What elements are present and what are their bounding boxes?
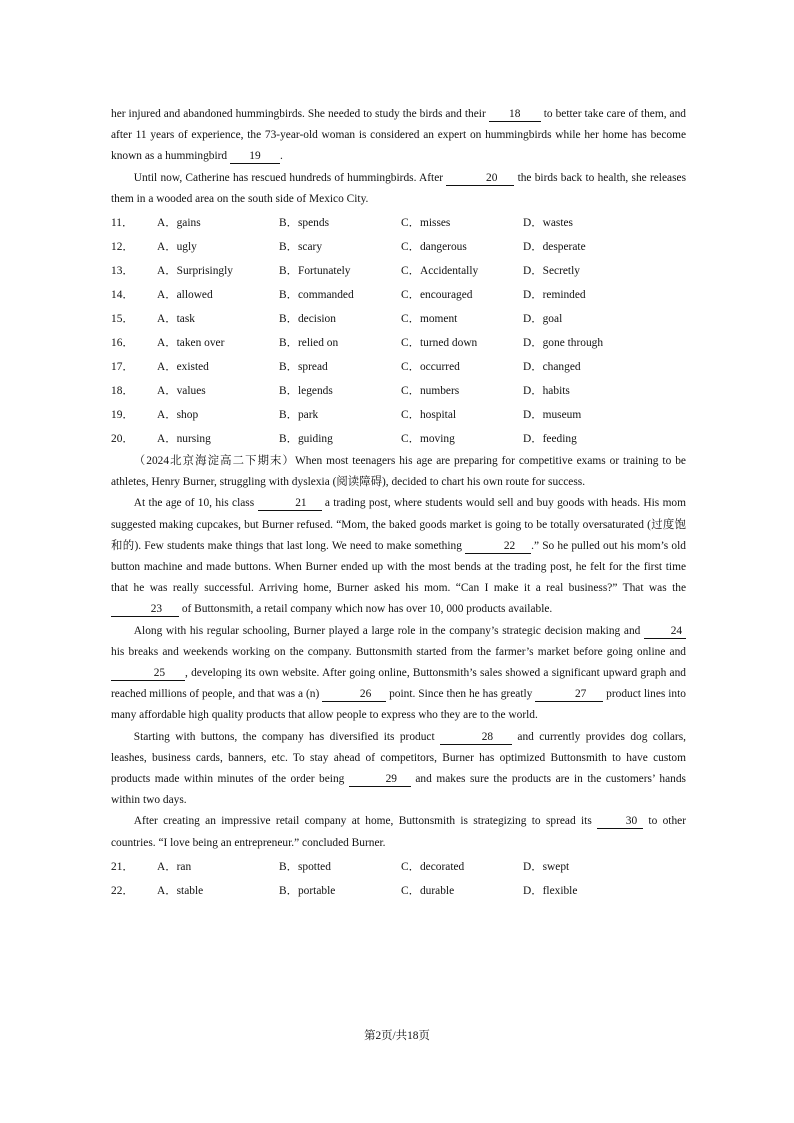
text: Until now, Catherine has rescued hundreds of hummingbirds. After — [133, 171, 447, 184]
option-row-19 — [111, 402, 686, 426]
option-row-12 — [111, 234, 686, 258]
option-a: A．gains — [157, 217, 201, 230]
text: Along with his regular schooling, Burner played a large role in the company’s strategic decision making and — [133, 624, 644, 637]
option-a: A．allowed — [157, 289, 213, 302]
option-c: C．moment — [401, 313, 458, 326]
text: his breaks and weekends working on the company. Buttonsmith started from the farmer’s market before going online and — [111, 645, 686, 658]
text: point. Since then he has greatly — [386, 688, 536, 701]
option-d: D．wastes — [523, 217, 573, 230]
text: of Buttonsmith, a retail company which now has over 10, 000 products available. — [179, 603, 553, 616]
question-number: 22． — [111, 884, 134, 897]
option-row-21 — [111, 854, 686, 878]
passage2-paragraph3 — [111, 727, 686, 812]
option-d: D．gone through — [523, 337, 604, 350]
option-d: D．habits — [523, 385, 570, 398]
option-row-15 — [111, 306, 686, 330]
blank-28: 28 — [440, 730, 512, 745]
text: After creating an impressive retail company at home, Buttonsmith is strategizing to spread its — [133, 815, 598, 828]
question-number: 11． — [111, 217, 134, 230]
option-b: B．scary — [279, 241, 323, 254]
option-d: D．desperate — [523, 241, 586, 254]
text: to other countries. “I love being an entrepreneur.” concluded Burner. — [111, 815, 686, 849]
text: and currently provides dog collars, leashes, business cards, banners, etc. To stay ahead of competitors, Burner has optimized Buttonsmith to have custom products made within minutes of the order being — [111, 730, 686, 786]
text: and makes sure the products are in the customers’ hands within two days. — [111, 773, 686, 807]
option-c: C．turned down — [401, 337, 478, 350]
blank-26: 26 — [322, 687, 386, 702]
option-c: C．encouraged — [401, 289, 473, 302]
option-c: C．moving — [401, 433, 455, 446]
question-number: 14． — [111, 289, 134, 302]
option-d: D．reminded — [523, 289, 586, 302]
blank-25: 25 — [111, 666, 185, 681]
question-number: 13． — [111, 265, 134, 278]
passage2-paragraph4 — [111, 811, 686, 853]
option-c: C．decorated — [401, 860, 465, 873]
text: the birds back to health, she releases them in a wooded area on the south side of Mexico City. — [111, 171, 686, 205]
option-a: A．taken over — [157, 337, 225, 350]
option-d: D．flexible — [523, 884, 578, 897]
option-c: C．Accidentally — [401, 265, 479, 278]
options-list-11-20 — [111, 210, 686, 450]
question-number: 20． — [111, 433, 134, 446]
option-row-13 — [111, 258, 686, 282]
option-b: B．legends — [279, 385, 333, 398]
option-row-18 — [111, 378, 686, 402]
blank-21: 21 — [258, 496, 322, 511]
option-row-14 — [111, 282, 686, 306]
text: .” So he pulled out his mom’s old button machine and made buttons. When Burner ended up with the most bends at the trading post, he felt for the first time that he was really successful. Arriving home, Burner asked his mom. “Can I make it a real business?” That was the — [111, 539, 686, 595]
option-d: D．Secretly — [523, 265, 580, 278]
option-c: C．hospital — [401, 409, 457, 422]
option-c: C．durable — [401, 884, 455, 897]
option-c: C．dangerous — [401, 241, 467, 254]
question-number: 15． — [111, 313, 134, 326]
option-b: B．spotted — [279, 860, 331, 873]
page-content — [111, 104, 686, 902]
text: a trading post, where students would sell and buy goods with heads. His mom suggested making cupcakes, but Burner refused. “Mom, the baked goods market is going to be totally oversaturated (过度饱和的). Few students make things that last long. We need to make something — [111, 497, 686, 552]
blank-22: 22 — [465, 539, 531, 554]
option-a: A．ran — [157, 860, 192, 873]
blank-19: 19 — [230, 149, 280, 164]
blank-30: 30 — [597, 814, 643, 829]
text: At the age of 10, his class — [133, 497, 258, 510]
option-c: C．numbers — [401, 385, 460, 398]
blank-20: 20 — [446, 171, 514, 186]
text: . — [279, 150, 283, 163]
option-row-16 — [111, 330, 686, 354]
question-number: 18． — [111, 385, 134, 398]
blank-23: 23 — [111, 602, 179, 617]
option-row-20 — [111, 426, 686, 450]
option-a: A．stable — [157, 884, 204, 897]
question-number: 16． — [111, 337, 134, 350]
option-d: D．museum — [523, 409, 582, 422]
option-b: B．portable — [279, 884, 336, 897]
question-number: 21． — [111, 860, 134, 873]
option-b: B．decision — [279, 313, 336, 326]
option-a: A．existed — [157, 361, 209, 374]
passage2-intro: （2024北京海淀高二下期末）When most teenagers his age are preparing for competitive exams or training to be athletes, Henry Burner, struggling with dyslexia (阅读障碍), decided to chart his own route for success. — [111, 455, 686, 489]
text: product lines into many affordable high quality products that allow people to express who they are to the world. — [111, 688, 686, 722]
option-a: A．ugly — [157, 241, 197, 254]
text: her injured and abandoned hummingbirds. She needed to study the birds and their — [111, 108, 489, 120]
option-b: B．spends — [279, 217, 329, 230]
option-c: C．misses — [401, 217, 451, 230]
passage2-paragraph1 — [111, 493, 686, 620]
option-b: B．spread — [279, 361, 328, 374]
option-d: D．goal — [523, 313, 563, 326]
question-number: 12． — [111, 241, 134, 254]
option-b: B．commanded — [279, 289, 354, 302]
option-b: B．guiding — [279, 433, 333, 446]
text: Starting with buttons, the company has diversified its product — [133, 730, 441, 743]
passage2 — [111, 451, 686, 854]
question-number: 19． — [111, 409, 134, 422]
option-c: C．occurred — [401, 361, 460, 374]
option-d: D．swept — [523, 860, 570, 873]
option-d: D．feeding — [523, 433, 577, 446]
passage1-paragraph1 — [111, 104, 686, 168]
option-b: B．Fortunately — [279, 265, 351, 278]
page-footer: 第2页/共18页 — [364, 1030, 430, 1042]
option-b: B．park — [279, 409, 319, 422]
question-number: 17． — [111, 361, 134, 374]
passage2-paragraph2 — [111, 621, 686, 727]
option-a: A．task — [157, 313, 195, 326]
blank-18: 18 — [489, 107, 541, 122]
option-a: A．shop — [157, 409, 199, 422]
text: to better take care of them, and after 11 years of experience, the 73-year-old woman is considered an expert on hummingbirds while her home has become known as a hummingbird — [111, 108, 687, 163]
text: , developing its own website. After going online, Buttonsmith’s sales showed a significant upward graph and reached millions of people, and that was a (n) — [111, 667, 686, 701]
option-row-17 — [111, 354, 686, 378]
option-row-11 — [111, 210, 686, 234]
option-b: B．relied on — [279, 337, 339, 350]
blank-24: 24 — [644, 624, 686, 639]
option-a: A．Surprisingly — [157, 265, 233, 278]
option-a: A．values — [157, 385, 206, 398]
option-d: D．changed — [523, 361, 581, 374]
blank-27: 27 — [535, 687, 603, 702]
passage1-paragraph2 — [111, 168, 686, 210]
blank-29: 29 — [349, 772, 411, 787]
option-row-22 — [111, 878, 686, 902]
option-a: A．nursing — [157, 433, 211, 446]
options-list-21-22 — [111, 854, 686, 902]
